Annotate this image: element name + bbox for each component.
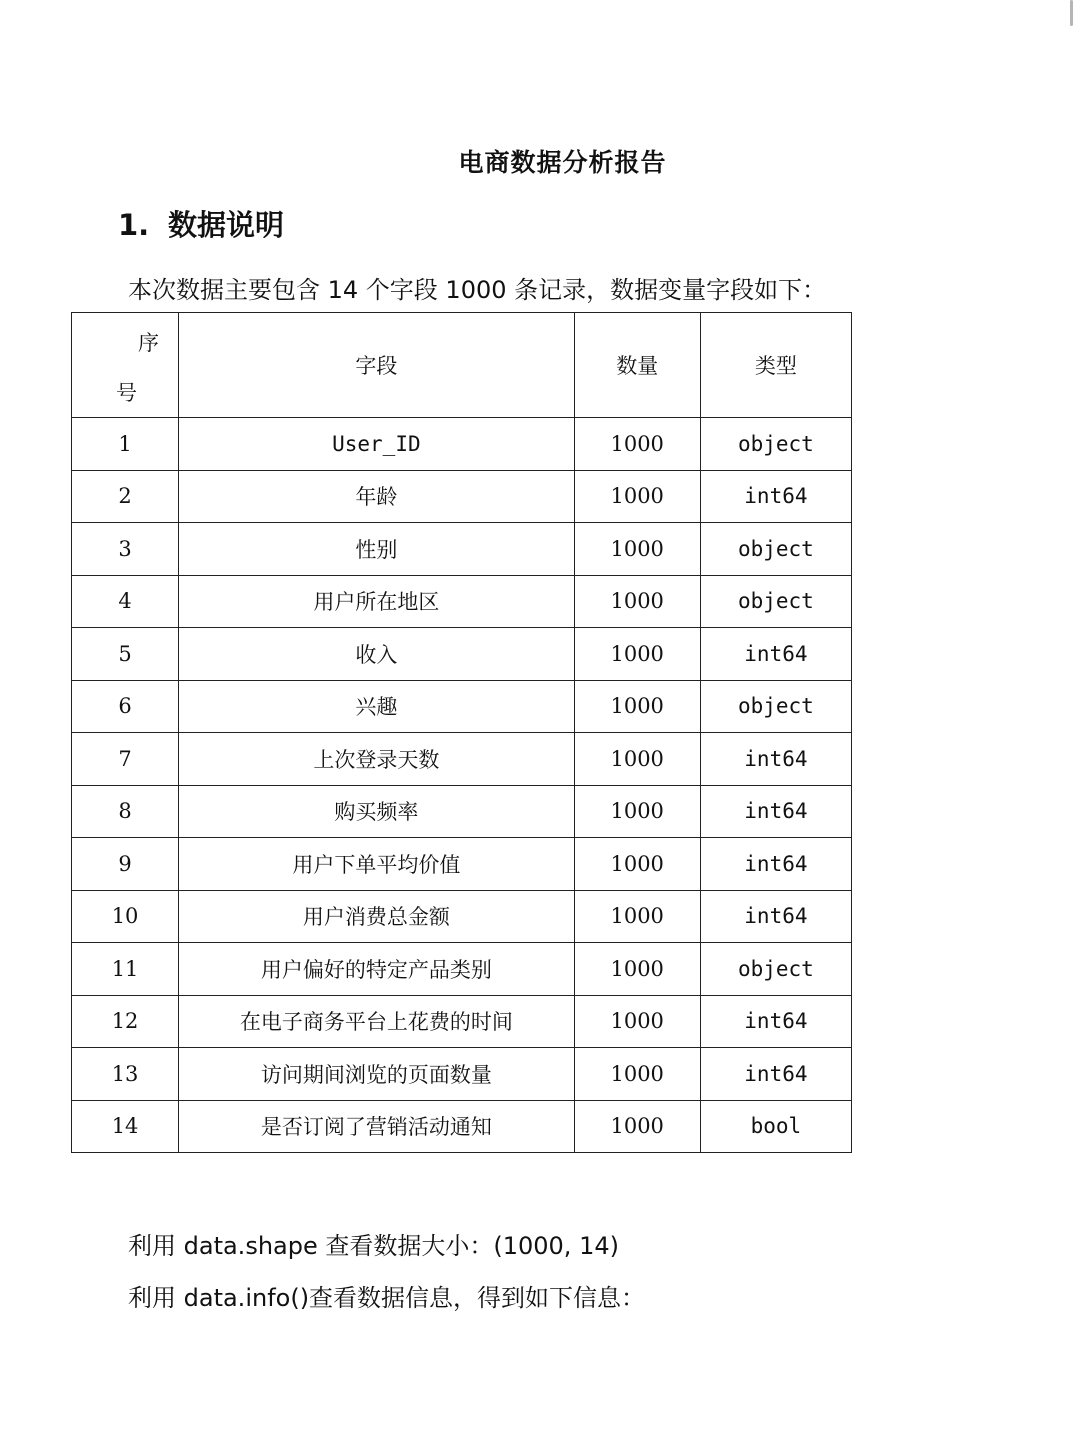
row-field-cell: 购买频率 — [179, 785, 575, 838]
row-field-cell: 收入 — [179, 628, 575, 681]
document-title: 电商数据分析报告 — [458, 148, 667, 177]
row-type-cell: object — [700, 943, 851, 996]
row-no-cell: 2 — [72, 470, 179, 523]
row-no-cell: 14 — [72, 1100, 179, 1153]
row-field-cell: 用户下单平均价值 — [179, 838, 575, 891]
row-field-cell: 用户所在地区 — [179, 575, 575, 628]
row-no-cell: 4 — [72, 575, 179, 628]
section-number: 1. — [118, 208, 150, 242]
row-no-cell: 11 — [72, 943, 179, 996]
row-count-cell: 1000 — [574, 890, 700, 943]
row-count-cell: 1000 — [574, 943, 700, 996]
table-row — [72, 838, 852, 891]
row-field-cell: 用户偏好的特定产品类别 — [179, 943, 575, 996]
row-type-cell: int64 — [700, 785, 851, 838]
header-count: 数量 — [574, 313, 700, 418]
row-field-cell: 在电子商务平台上花费的时间 — [179, 995, 575, 1048]
row-no-cell: 9 — [72, 838, 179, 891]
row-type-cell: int64 — [700, 890, 851, 943]
row-no-cell: 1 — [72, 418, 179, 471]
row-type-cell: object — [700, 680, 851, 733]
header-no-line2: 号 — [116, 381, 137, 405]
row-type-cell: object — [700, 523, 851, 576]
row-no-cell: 6 — [72, 680, 179, 733]
row-count-cell: 1000 — [574, 1100, 700, 1153]
section-title: 数据说明 — [168, 208, 285, 242]
row-count-cell: 1000 — [574, 838, 700, 891]
table-row — [72, 1048, 852, 1101]
table-row — [72, 943, 852, 996]
row-count-cell: 1000 — [574, 575, 700, 628]
row-field-cell: 性别 — [179, 523, 575, 576]
header-type: 类型 — [700, 313, 851, 418]
intro-paragraph: 本次数据主要包含 14 个字段 1000 条记录，数据变量字段如下： — [128, 276, 827, 304]
row-field-cell: 年龄 — [179, 470, 575, 523]
row-type-cell: int64 — [700, 838, 851, 891]
row-field-cell: 是否订阅了营销活动通知 — [179, 1100, 575, 1153]
table-row — [72, 523, 852, 576]
row-count-cell: 1000 — [574, 418, 700, 471]
table-row — [72, 890, 852, 943]
row-no-cell: 10 — [72, 890, 179, 943]
row-field-cell: 访问期间浏览的页面数量 — [179, 1048, 575, 1101]
row-count-cell: 1000 — [574, 785, 700, 838]
row-count-cell: 1000 — [574, 628, 700, 681]
table-row — [72, 785, 852, 838]
table-body — [72, 418, 852, 1153]
note-shape: 利用 data.shape 查看数据大小：(1000, 14) — [128, 1232, 619, 1260]
row-no-cell: 12 — [72, 995, 179, 1048]
header-no — [72, 313, 179, 418]
scroll-indicator[interactable] — [1070, 0, 1073, 26]
note-info: 利用 data.info()查看数据信息，得到如下信息： — [128, 1284, 646, 1312]
row-type-cell: object — [700, 418, 851, 471]
row-no-cell: 3 — [72, 523, 179, 576]
table-row — [72, 418, 852, 471]
table-row — [72, 628, 852, 681]
row-no-cell: 13 — [72, 1048, 179, 1101]
row-no-cell: 7 — [72, 733, 179, 786]
row-type-cell: int64 — [700, 1048, 851, 1101]
row-type-cell: int64 — [700, 470, 851, 523]
row-no-cell: 8 — [72, 785, 179, 838]
table-row — [72, 1100, 852, 1153]
table-row — [72, 680, 852, 733]
row-field-cell: 用户消费总金额 — [179, 890, 575, 943]
table-row — [72, 575, 852, 628]
header-no-line1: 序 — [138, 331, 159, 355]
row-type-cell: int64 — [700, 628, 851, 681]
row-field-cell: User_ID — [179, 418, 575, 471]
table-header-row — [72, 313, 852, 418]
row-no-cell: 5 — [72, 628, 179, 681]
row-field-cell: 上次登录天数 — [179, 733, 575, 786]
section-heading — [118, 203, 284, 244]
row-type-cell: int64 — [700, 733, 851, 786]
row-count-cell: 1000 — [574, 680, 700, 733]
row-type-cell: int64 — [700, 995, 851, 1048]
row-count-cell: 1000 — [574, 470, 700, 523]
table-row — [72, 733, 852, 786]
row-type-cell: bool — [700, 1100, 851, 1153]
header-field: 字段 — [179, 313, 575, 418]
row-count-cell: 1000 — [574, 523, 700, 576]
fields-table — [71, 312, 852, 1153]
table-row — [72, 995, 852, 1048]
row-field-cell: 兴趣 — [179, 680, 575, 733]
row-count-cell: 1000 — [574, 995, 700, 1048]
table-row — [72, 470, 852, 523]
row-count-cell: 1000 — [574, 733, 700, 786]
row-count-cell: 1000 — [574, 1048, 700, 1101]
row-type-cell: object — [700, 575, 851, 628]
